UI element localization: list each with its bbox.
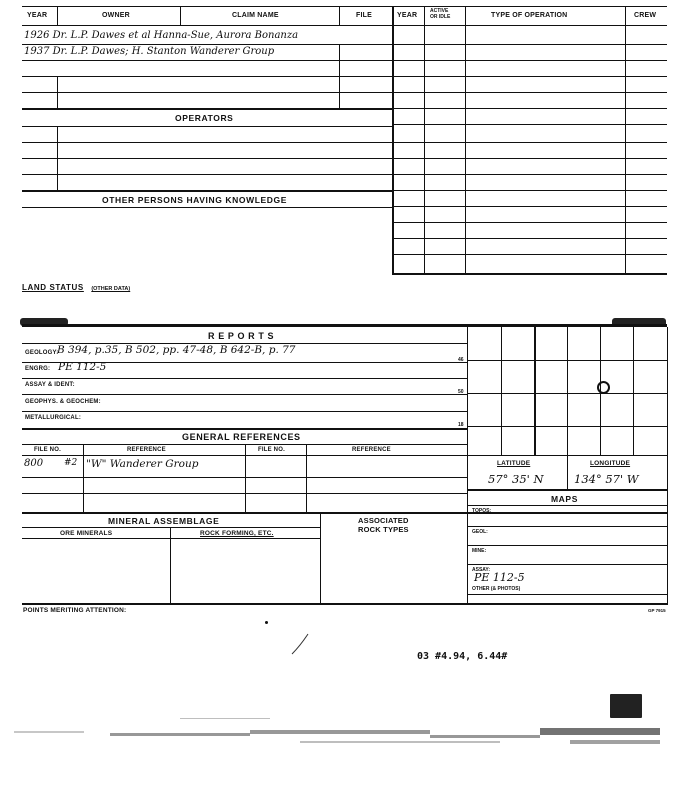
mine-label: MINE:	[472, 548, 487, 554]
geophys-label: GEOPHYS. & GEOCHEM:	[25, 399, 101, 405]
margin-number-50: 50	[458, 389, 464, 395]
gr-col-reference-2: REFERENCE	[352, 447, 391, 453]
maps-title: MAPS	[551, 494, 578, 504]
header-year-2: YEAR	[397, 12, 418, 19]
assay-map-label: ASSAY:	[472, 567, 491, 573]
header-claim-name: CLAIM NAME	[232, 12, 279, 19]
assay-map-value: PE 112-5	[474, 571, 525, 584]
rock-types-label: ROCK TYPES	[358, 525, 409, 534]
owner-entry-1: 1926 Dr. L.P. Dawes et al Hanna-Sue, Aurora Bonanza	[24, 30, 299, 41]
margin-number-46: 46	[458, 357, 464, 363]
geol-label: GEOL:	[472, 529, 488, 535]
other-photos-label: OTHER (& PHOTOS)	[472, 586, 521, 592]
margin-number-18: 18	[458, 422, 464, 428]
header-file: FILE	[356, 12, 372, 19]
land-status-subtitle: (OTHER DATA)	[91, 286, 131, 292]
longitude-label: LONGITUDE	[590, 460, 631, 467]
geology-value: B 394, p.35, B 502, pp. 47-48, B 642-B, p. 77	[57, 344, 296, 356]
reports-title: R E P O R T S	[208, 331, 275, 341]
geology-label: GEOLOGY:	[25, 350, 59, 356]
header-type-of-operation: TYPE OF OPERATION	[491, 12, 568, 19]
land-status-title: LAND STATUS	[22, 283, 84, 292]
gr-reference: "W" Wanderer Group	[86, 458, 199, 470]
mineral-assemblage-title: MINERAL ASSEMBLAGE	[108, 516, 220, 526]
assay-ident-label: ASSAY & IDENT:	[25, 382, 75, 388]
latitude-label: LATITUDE	[497, 460, 531, 467]
gr-file-no: 800	[24, 458, 44, 469]
location-marker-icon	[597, 381, 610, 394]
header-active-or-idle: ACTIVE OR IDLE	[430, 8, 451, 20]
engrg-value: PE 112-5	[58, 361, 107, 373]
gr-col-file-no-2: FILE NO.	[258, 447, 285, 453]
land-status	[22, 277, 130, 295]
owner-entry-2: 1937 Dr. L.P. Dawes; H. Stanton Wanderer Group	[24, 46, 275, 57]
longitude-value: 134° 57' W	[574, 472, 639, 486]
stamp-number: 03 #4.94, 6.44#	[417, 651, 508, 662]
engrg-label: ENGRG:	[25, 366, 51, 372]
header-year: YEAR	[27, 12, 48, 19]
points-meriting-attention: POINTS MERITING ATTENTION:	[23, 607, 127, 614]
form-number: GP 7915	[648, 608, 666, 613]
header-crew: CREW	[634, 12, 657, 19]
gr-ref-no: #2	[64, 458, 78, 468]
gr-col-reference-1: REFERENCE	[127, 447, 166, 453]
ore-minerals-label: ORE MINERALS	[60, 530, 113, 537]
header-owner: OWNER	[102, 12, 130, 19]
pen-mark	[288, 632, 312, 658]
rock-forming-label: ROCK FORMING, ETC.	[200, 530, 274, 537]
latitude-value: 57° 35' N	[488, 472, 544, 486]
other-persons-title: OTHER PERSONS HAVING KNOWLEDGE	[102, 195, 288, 205]
topos-label: TOPOS:	[472, 508, 492, 514]
gr-col-file-no-1: FILE NO.	[34, 447, 61, 453]
general-references-title: GENERAL REFERENCES	[182, 432, 301, 442]
operators-title: OPERATORS	[175, 113, 234, 123]
metallurgical-label: METALLURGICAL:	[25, 415, 82, 421]
associated-label: ASSOCIATED	[358, 516, 409, 525]
